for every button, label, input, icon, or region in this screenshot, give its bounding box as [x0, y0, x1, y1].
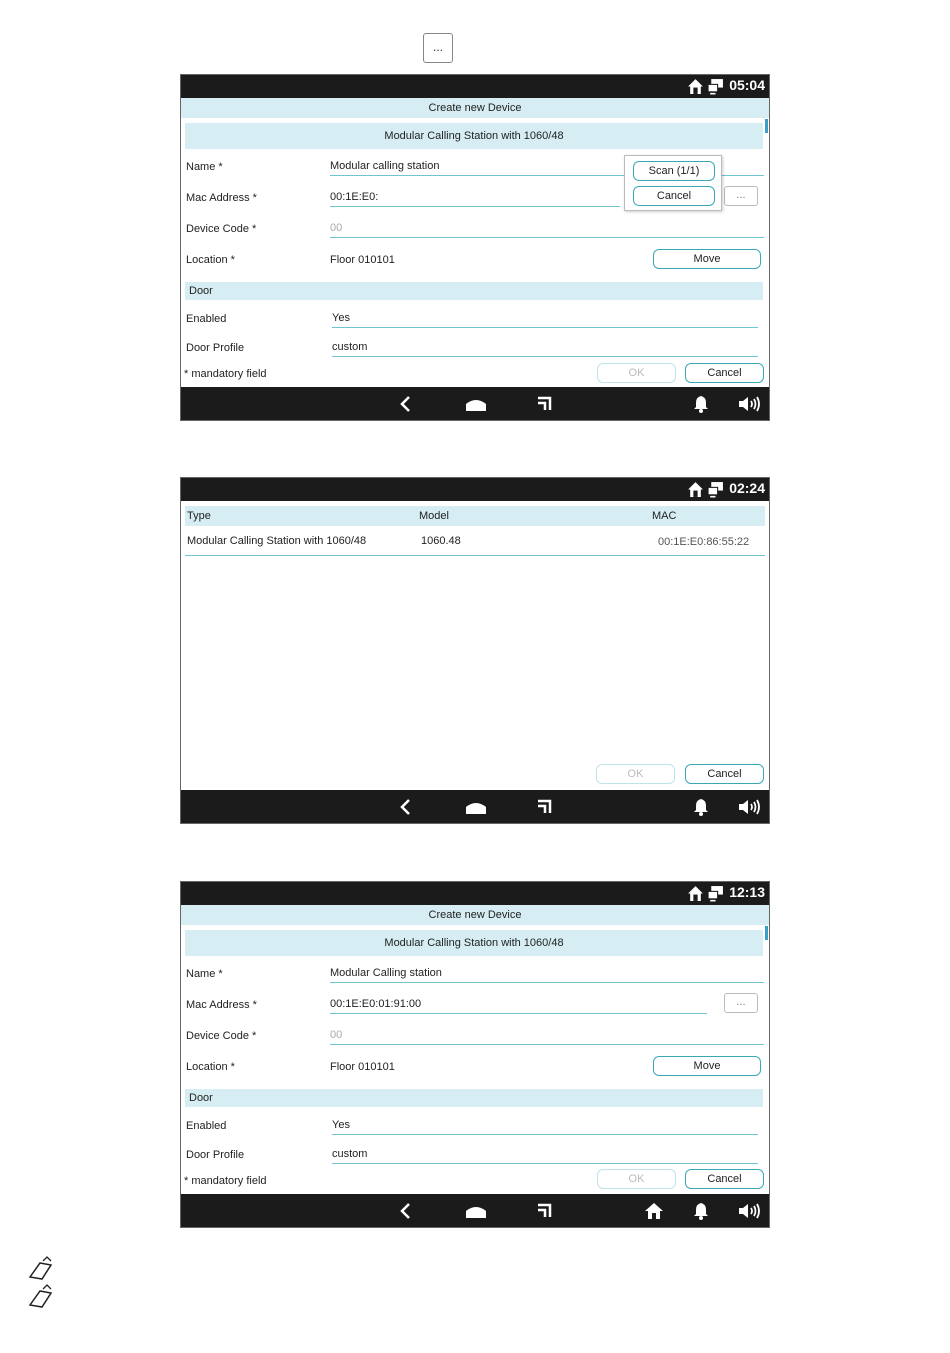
note-icon [27, 1255, 57, 1281]
name-label: Name * [186, 968, 223, 980]
mac-label: Mac Address * [186, 192, 257, 204]
clock: 12:13 [729, 884, 765, 900]
network-status-icon [707, 78, 724, 95]
location-value: Floor 010101 [330, 1061, 395, 1073]
status-bar [181, 478, 769, 501]
move-button[interactable]: Move [653, 1056, 761, 1076]
more-options-button[interactable]: ... [423, 33, 453, 63]
door-profile-field[interactable]: custom [332, 1147, 758, 1164]
note-icon [27, 1283, 57, 1309]
row-type: Modular Calling Station with 1060/48 [187, 535, 367, 547]
door-section-header: Door [185, 1089, 763, 1107]
device-code-field[interactable]: 00 [330, 1028, 764, 1045]
mandatory-note: * mandatory field [184, 368, 267, 380]
home-status-icon [687, 78, 704, 95]
recent-apps-icon[interactable] [534, 394, 554, 414]
door-profile-field[interactable]: custom [332, 340, 758, 357]
door-profile-label: Door Profile [186, 342, 245, 354]
mandatory-note: * mandatory field [184, 1175, 267, 1187]
bell-icon[interactable] [691, 1201, 711, 1221]
device-code-field[interactable]: 00 [330, 221, 764, 238]
navigation-bar [181, 387, 769, 420]
home-status-icon [687, 885, 704, 902]
clock: 05:04 [729, 77, 765, 93]
device-code-label: Device Code * [186, 223, 257, 235]
row-model: 1060.48 [421, 535, 461, 547]
home-icon[interactable] [465, 394, 487, 414]
row-mac: 00:1E:E0:86:55:22 [658, 536, 750, 548]
cancel-button[interactable]: Cancel [685, 764, 764, 784]
enabled-label: Enabled [186, 313, 227, 325]
location-value: Floor 010101 [330, 254, 395, 266]
mac-field[interactable]: 00:1E:E0: [330, 190, 620, 207]
screen-scan-results [180, 477, 770, 824]
name-label: Name * [186, 161, 223, 173]
page-title: Create new Device [181, 98, 769, 118]
row-divider [185, 555, 765, 556]
home-status-icon [687, 481, 704, 498]
status-bar [181, 882, 769, 905]
column-type[interactable]: Type [187, 510, 211, 522]
navigation-bar [181, 790, 769, 823]
volume-icon[interactable] [737, 394, 763, 414]
house-icon[interactable] [644, 1201, 664, 1221]
device-code-label: Device Code * [186, 1030, 257, 1042]
scan-popup [624, 155, 722, 211]
back-icon[interactable] [396, 797, 416, 817]
network-status-icon [707, 481, 724, 498]
door-profile-label: Door Profile [186, 1149, 245, 1161]
navigation-bar [181, 1194, 769, 1227]
back-icon[interactable] [396, 394, 416, 414]
enabled-label: Enabled [186, 1120, 227, 1132]
volume-icon[interactable] [737, 1201, 763, 1221]
home-icon[interactable] [465, 797, 487, 817]
screen-create-device-scan [180, 74, 770, 421]
ok-button[interactable]: OK [597, 363, 676, 383]
volume-icon[interactable] [737, 797, 763, 817]
table-row[interactable] [185, 530, 765, 556]
cancel-button[interactable]: Cancel [685, 363, 764, 383]
name-field[interactable]: Modular calling station [330, 159, 764, 176]
status-bar [181, 75, 769, 98]
device-type-header: Modular Calling Station with 1060/48 [185, 123, 763, 149]
table-header [185, 506, 765, 526]
back-icon[interactable] [396, 1201, 416, 1221]
enabled-field[interactable]: Yes [332, 311, 758, 328]
mac-options-button[interactable]: ... [724, 186, 758, 206]
page-title: Create new Device [181, 905, 769, 925]
mac-field[interactable]: 00:1E:E0:01:91:00 [330, 997, 707, 1014]
mac-options-button[interactable]: ... [724, 993, 758, 1013]
mac-label: Mac Address * [186, 999, 257, 1011]
recent-apps-icon[interactable] [534, 797, 554, 817]
recent-apps-icon[interactable] [534, 1201, 554, 1221]
column-model[interactable]: Model [419, 510, 449, 522]
column-mac[interactable]: MAC [652, 510, 677, 522]
scrollbar[interactable] [765, 119, 768, 133]
home-icon[interactable] [465, 1201, 487, 1221]
enabled-field[interactable]: Yes [332, 1118, 758, 1135]
door-section-header: Door [185, 282, 763, 300]
cancel-button[interactable]: Cancel [685, 1169, 764, 1189]
popup-cancel-button[interactable]: Cancel [633, 186, 715, 206]
name-field[interactable]: Modular Calling station [330, 966, 764, 983]
move-button[interactable]: Move [653, 249, 761, 269]
network-status-icon [707, 885, 724, 902]
bell-icon[interactable] [691, 797, 711, 817]
ok-button[interactable]: OK [596, 764, 675, 784]
device-type-header: Modular Calling Station with 1060/48 [185, 930, 763, 956]
location-label: Location * [186, 254, 235, 266]
screen-create-device-filled [180, 881, 770, 1228]
bell-icon[interactable] [691, 394, 711, 414]
location-label: Location * [186, 1061, 235, 1073]
scan-button[interactable]: Scan (1/1) [633, 161, 715, 181]
clock: 02:24 [729, 480, 765, 496]
ok-button[interactable]: OK [597, 1169, 676, 1189]
scrollbar[interactable] [765, 926, 768, 940]
